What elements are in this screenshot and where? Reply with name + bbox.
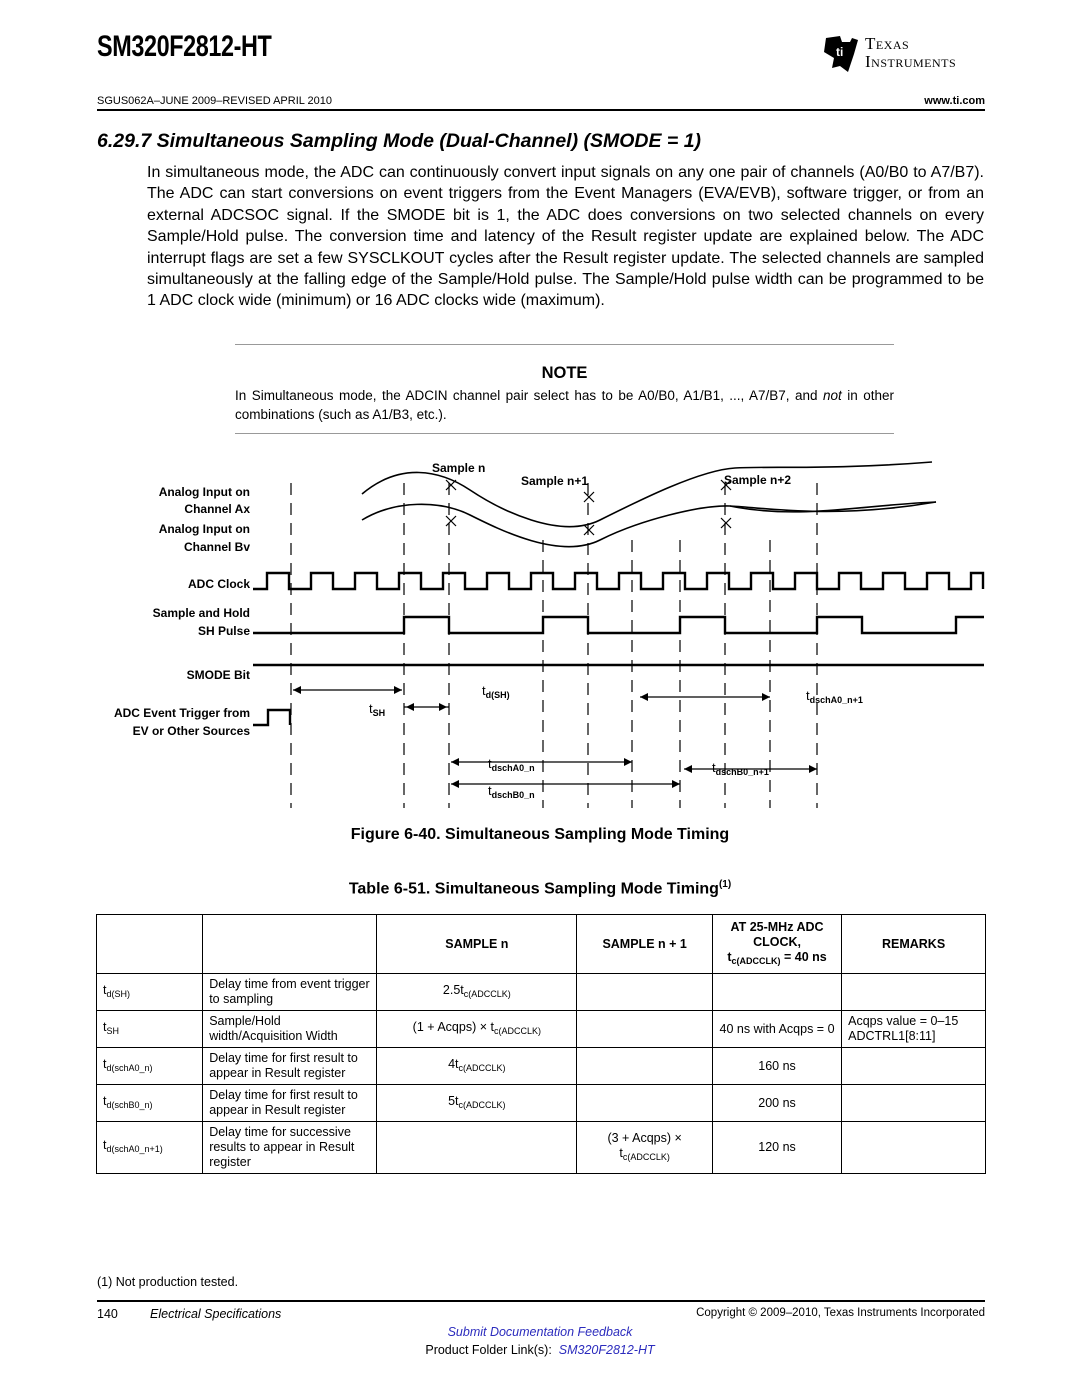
product-folder-link[interactable]: SM320F2812-HT: [558, 1343, 655, 1357]
section-body: In simultaneous mode, the ADC can continuously convert input signals on any one pair of channels (A0/B0 to A7/B7). The ADC can start conversions on event triggers from the Event Managers (EVA/EVB), software trigger, or from an external ADCSOC signal. If the SMODE bit is 1, the ADC does conversions on two selected channels on every Sample/Hold pulse. The conversion time and latency of the Result register update are explained below. The ADC interrupt flags are set a few SYSCLKOUT cycles after the Result register update. The selected channels are sampled simultaneously at the falling edge of the Sample/Hold pulse. The Sample/Hold pulse width can be programmed to be 1 ADC clock wide (minimum) or 16 ADC clocks wide (maximum).: [147, 164, 984, 310]
label-td-sh: $t_{d(SH)}$: [482, 683, 510, 700]
footer-rule: [97, 1300, 985, 1302]
label-trigger-1: ADC Event Trigger from: [113, 706, 250, 720]
figure-caption: Figure 6-40. Simultaneous Sampling Mode Timing: [350, 826, 730, 843]
header-symbol: [97, 915, 203, 974]
note-text-2: in other combinations (such as A1/B3, etc.).: [235, 388, 895, 422]
cell-remarks: Acqps value = 0–15 ADCTRL1[8:11]: [842, 1011, 986, 1048]
cell-symbol: $t_{d(schA0\_n)}$: [97, 1048, 203, 1085]
cell-description: Delay time from event trigger to sampling: [203, 974, 377, 1011]
table-header-row: [97, 915, 986, 974]
label-tsh: $t_{SH}$: [369, 701, 386, 718]
header-at25: [712, 915, 841, 974]
logo-texas: Texas: [865, 34, 910, 53]
adc-clock-wave: [253, 573, 983, 589]
cell-symbol: $t_{d(schB0\_n)}$: [97, 1085, 203, 1122]
cell-description: Delay time for successive results to appear in Result register: [203, 1122, 377, 1174]
table-row: [97, 1122, 986, 1174]
table-row: [97, 974, 986, 1011]
document-id: SGUS062A–JUNE 2009–REVISED APRIL 2010: [97, 95, 333, 107]
note-heading: NOTE: [541, 364, 588, 382]
cell-at25: [712, 974, 841, 1011]
cell-at25: 120 ns: [712, 1122, 841, 1174]
product-folder: [0, 1343, 1080, 1357]
label-tdscha0-n1: $t_{dschA0\_n+1}$: [806, 688, 863, 705]
label-sample-n: Sample n: [432, 461, 486, 475]
cell-sample-n: $5t_{c(ADCCLK)}$: [377, 1085, 577, 1122]
ti-logo: [818, 32, 988, 76]
table-caption: [0, 879, 1080, 898]
cell-sample-n1: [577, 1011, 713, 1048]
note-text-1: In Simultaneous mode, the ADCIN channel pair select has to be A0/B0, A1/B1, ..., A7/B7, and: [235, 388, 824, 403]
header-rule: [97, 109, 985, 111]
cell-description: Delay time for first result to appear in Result register: [203, 1048, 377, 1085]
header-sample-n1: SAMPLE n + 1: [577, 915, 713, 974]
table-caption-footnote-ref[interactable]: (1): [718, 879, 732, 890]
svg-text:ti: ti: [836, 45, 844, 59]
note-body: [235, 386, 894, 424]
label-tdschb0-n: $t_{dschB0\_n}$: [488, 783, 535, 800]
label-sample-hold-1: Sample and Hold: [152, 606, 250, 620]
document-title: SM320F2812-HT: [97, 30, 272, 63]
header-at25-line3: $t_{c(ADCCLK)} = 40$ ns: [727, 949, 827, 966]
label-tdscha0-n: $t_{dschA0\_n}$: [488, 756, 535, 773]
timing-diagram: [0, 440, 1080, 820]
cell-symbol: $t_{d(schA0\_n+1)}$: [97, 1122, 203, 1174]
timing-table: [96, 914, 986, 1174]
header-at25-line1: AT 25-MHz ADC: [730, 919, 824, 934]
sh-pulse-wave: [253, 617, 984, 633]
cell-remarks: [842, 1122, 986, 1174]
cell-sample-n: [377, 1122, 577, 1174]
footer-section-title: Electrical Specifications: [150, 1307, 282, 1321]
label-sample-n2: Sample n+2: [724, 473, 792, 487]
label-sample-n1: Sample n+1: [521, 474, 589, 488]
cell-sample-n1: (3 + Acqps) × $t_{c(ADCCLK)}$: [577, 1122, 713, 1174]
table-row: [97, 1085, 986, 1122]
cell-at25: 200 ns: [712, 1085, 841, 1122]
cell-at25: 160 ns: [712, 1048, 841, 1085]
ti-chip-icon: [818, 32, 862, 76]
table-caption-text: Table 6-51. Simultaneous Sampling Mode Timing: [348, 880, 719, 898]
cell-remarks: [842, 974, 986, 1011]
header-sample-n: SAMPLE n: [377, 915, 577, 974]
cell-remarks: [842, 1048, 986, 1085]
product-folder-label: Product Folder Link(s):: [425, 1343, 559, 1357]
cell-sample-n1: [577, 1048, 713, 1085]
footnote: (1) Not production tested.: [97, 1275, 239, 1289]
cell-sample-n1: [577, 1085, 713, 1122]
copyright: Copyright © 2009–2010, Texas Instruments Incorporated: [696, 1307, 985, 1319]
label-smode-bit: SMODE Bit: [186, 668, 250, 682]
cell-sample-n1: [577, 974, 713, 1011]
cell-description: Delay time for first result to appear in Result register: [203, 1085, 377, 1122]
cell-sample-n: (1 + Acqps) × $t_{c(ADCCLK)}$: [377, 1011, 577, 1048]
note-rule-top: [235, 344, 894, 345]
note-text-emphasis: not: [823, 388, 842, 403]
cell-symbol: $t_{d(SH)}$: [97, 974, 203, 1011]
header-at25-line2: CLOCK,: [753, 934, 801, 949]
page-number: 140: [97, 1307, 118, 1321]
label-analog-ax-2: Channel Ax: [184, 502, 250, 516]
table-row: [97, 1048, 986, 1085]
header-remarks: REMARKS: [842, 915, 986, 974]
cell-sample-n: $2.5t_{c(ADCCLK)}$: [377, 974, 577, 1011]
label-trigger-2: EV or Other Sources: [132, 724, 250, 738]
header-description: [203, 915, 377, 974]
table-row: [97, 1011, 986, 1048]
cell-remarks: [842, 1085, 986, 1122]
label-adc-clock: ADC Clock: [187, 577, 250, 591]
cell-symbol: $t_{SH}$: [97, 1011, 203, 1048]
label-sample-hold-2: SH Pulse: [197, 624, 250, 638]
label-tdschb0-n1: $t_{dschB0\_n+1}$: [712, 760, 769, 777]
cell-sample-n: $4t_{c(ADCCLK)}$: [377, 1048, 577, 1085]
cell-description: Sample/Hold width/Acquisition Width: [203, 1011, 377, 1048]
section-heading: 6.29.7 Simultaneous Sampling Mode (Dual-Channel) (SMODE = 1): [97, 130, 702, 152]
label-analog-bv-2: Channel Bv: [183, 540, 250, 554]
cell-at25: 40 ns with Acqps = 0: [712, 1011, 841, 1048]
trigger-wave: [253, 710, 290, 725]
label-analog-bv-1: Analog Input on: [158, 522, 250, 536]
note-rule-bottom: [235, 433, 894, 434]
label-analog-ax-1: Analog Input on: [158, 485, 250, 499]
logo-instruments: Instruments: [865, 52, 957, 71]
website-link[interactable]: www.ti.com: [924, 95, 985, 107]
feedback-link[interactable]: Submit Documentation Feedback: [447, 1325, 633, 1339]
